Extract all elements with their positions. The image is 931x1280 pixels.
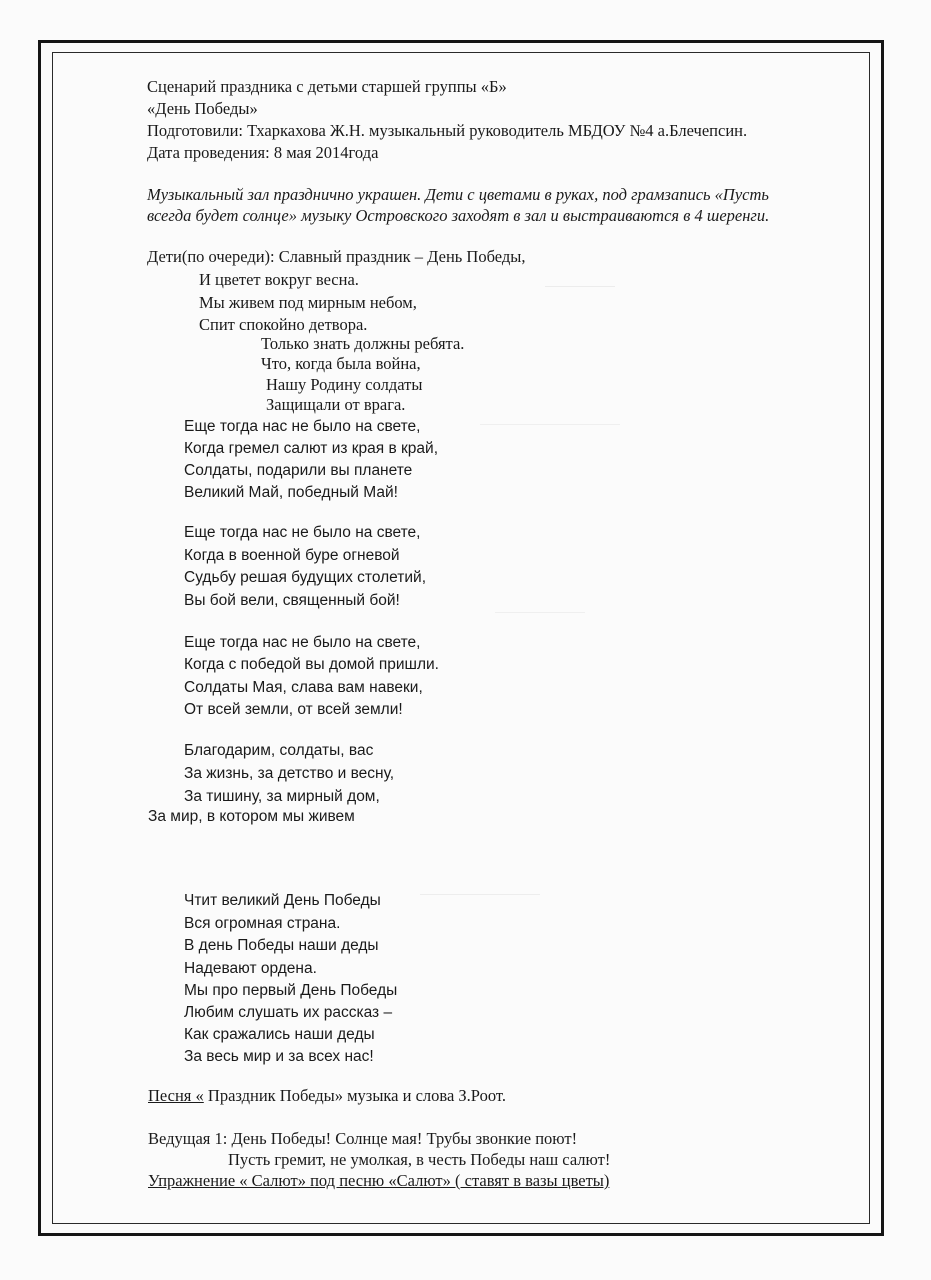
verse-line: За весь мир и за всех нас!	[184, 1048, 374, 1065]
verse-line: Еще тогда нас не было на свете,	[184, 418, 421, 435]
exercise-line: Упражнение « Салют» под песню «Салют» ( ставят в вазы цветы)	[148, 1171, 610, 1190]
poem-line: Спит спокойно детвора.	[199, 315, 368, 334]
verse-line: Чтит великий День Победы	[184, 892, 381, 909]
verse-line: От всей земли, от всей земли!	[184, 701, 403, 718]
verse-line: За тишину, за мирный дом,	[184, 788, 380, 805]
verse-line: Любим слушать их рассказ –	[184, 1004, 393, 1021]
verse-line: В день Победы наши деды	[184, 937, 379, 954]
verse-line: Когда гремел салют из края в край,	[184, 440, 439, 457]
prepared-by: Подготовили: Тхаркахова Ж.Н. музыкальный руководитель МБДОУ №4 а.Блечепсин.	[147, 121, 748, 140]
bleed-through-mark	[545, 272, 615, 287]
verse-line: Еще тогда нас не было на свете,	[184, 634, 421, 651]
verse-line: Солдаты, подарили вы планете	[184, 462, 413, 479]
verse-line: Надевают ордена.	[184, 960, 317, 977]
verse-line: Когда в военной буре огневой	[184, 547, 400, 564]
host-line: Ведущая 1: День Победы! Солнце мая! Трубы звонкие поют!	[148, 1129, 578, 1148]
page-border-inner	[52, 52, 870, 1224]
song-line	[148, 1085, 506, 1106]
poem-line: Что, когда была война,	[261, 354, 421, 373]
poem-line: Дети(по очереди): Славный праздник – День Победы,	[147, 247, 526, 266]
bleed-through-mark	[480, 410, 620, 425]
verse-line: Судьбу решая будущих столетий,	[184, 569, 426, 586]
verse-line: Еще тогда нас не было на свете,	[184, 524, 421, 541]
verse-line: За жизнь, за детство и весну,	[184, 765, 395, 782]
intro-line: всегда будет солнце» музыку Островского заходят в зал и выстраиваются в 4 шеренги.	[147, 206, 770, 225]
verse-line: Когда с победой вы домой пришли.	[184, 656, 439, 673]
host-line: Пусть гремит, не умолкая, в честь Победы наш салют!	[228, 1150, 611, 1169]
poem-line: Только знать должны ребята.	[261, 334, 465, 353]
song-title: Праздник Победы» музыка и слова З.Роот.	[203, 1086, 506, 1105]
song-label: Песня «	[148, 1086, 204, 1105]
verse-line: Солдаты Мая, слава вам навеки,	[184, 679, 423, 696]
verse-line: За мир, в котором мы живем	[148, 808, 355, 825]
bleed-through-mark	[420, 880, 540, 895]
poem-line: Нашу Родину солдаты	[266, 375, 423, 394]
poem-line: И цветет вокруг весна.	[199, 270, 359, 289]
event-date: Дата проведения: 8 мая 2014года	[147, 143, 379, 162]
title-line: Сценарий праздника с детьми старшей группы «Б»	[147, 77, 507, 96]
intro-line: Музыкальный зал празднично украшен. Дети с цветами в руках, под грамзапись «Пусть	[147, 185, 769, 204]
event-title: «День Победы»	[147, 99, 258, 118]
verse-line: Как сражались наши деды	[184, 1026, 375, 1043]
verse-line: Благодарим, солдаты, вас	[184, 742, 374, 759]
poem-line: Защищали от врага.	[266, 395, 406, 414]
verse-line: Великий Май, победный Май!	[184, 484, 398, 501]
poem-line: Мы живем под мирным небом,	[199, 293, 417, 312]
verse-line: Вы бой вели, священный бой!	[184, 592, 400, 609]
verse-line: Вся огромная страна.	[184, 915, 341, 932]
verse-line: Мы про первый День Победы	[184, 982, 398, 999]
bleed-through-mark	[495, 600, 585, 613]
